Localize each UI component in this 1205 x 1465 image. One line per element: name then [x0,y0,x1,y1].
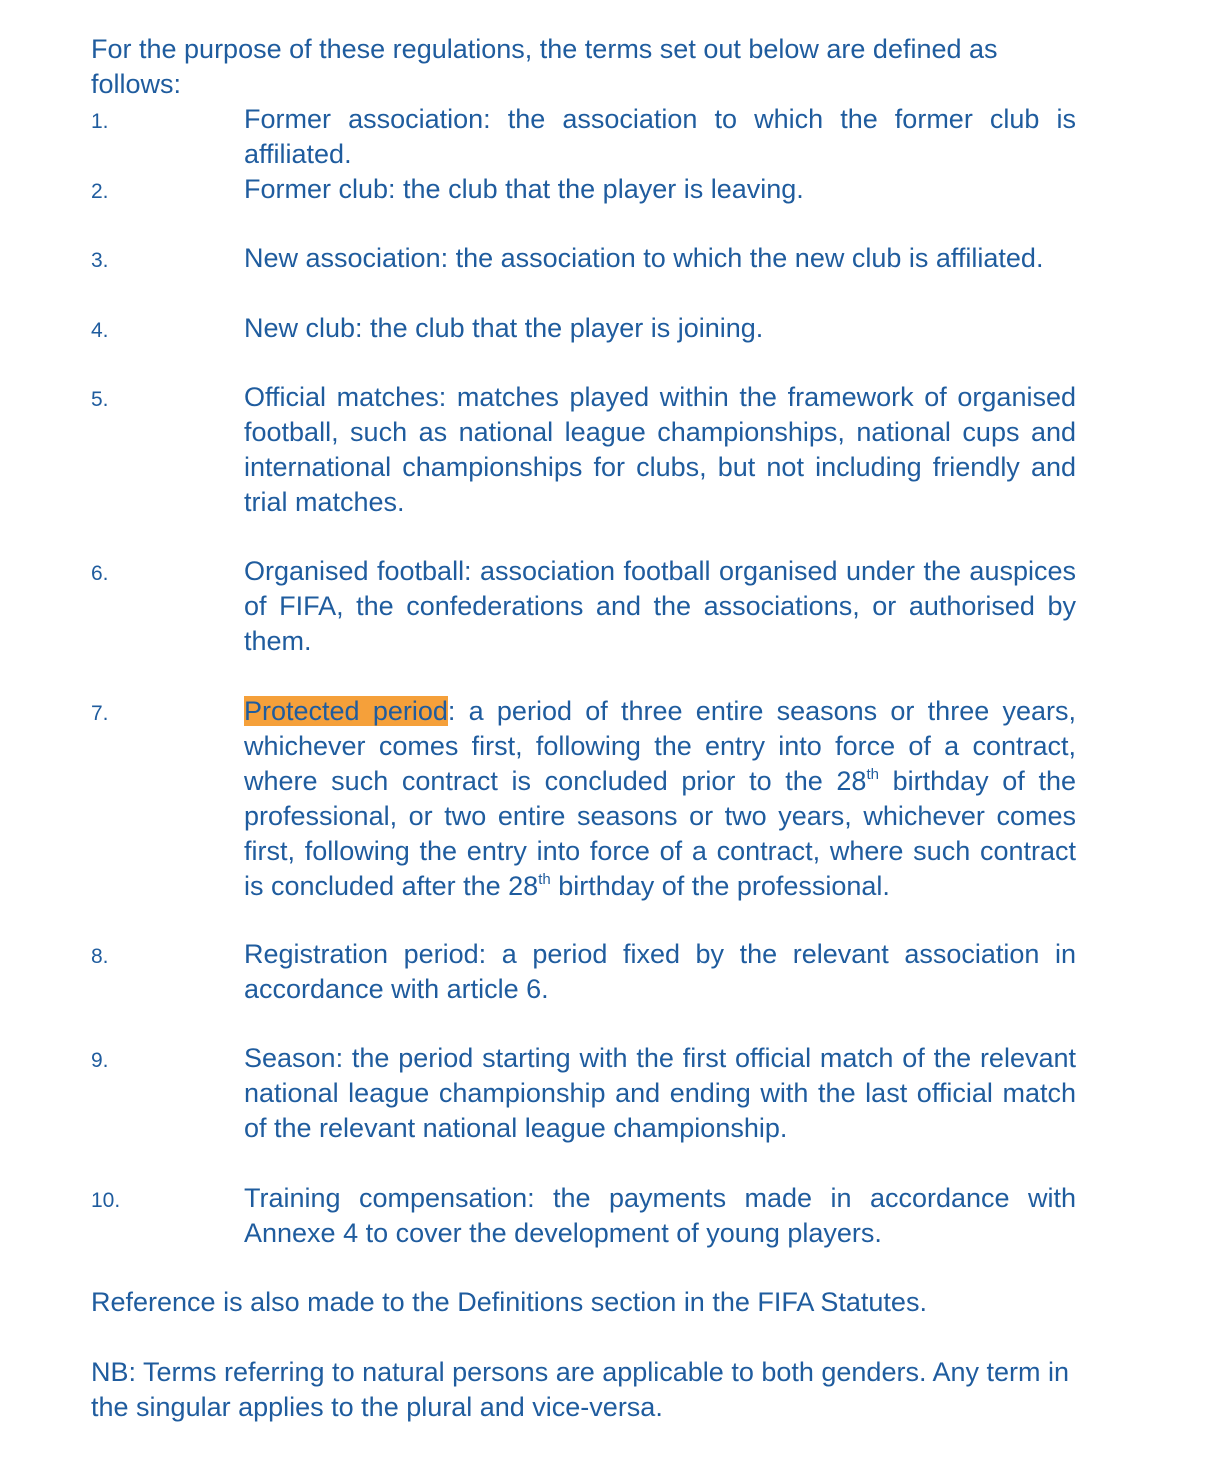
ordinal-suffix: th [538,871,551,888]
definition-number: 5. [91,388,109,411]
definition-number: 8. [91,945,109,968]
ordinal-suffix: th [866,766,879,783]
definition-number: 6. [91,562,109,585]
definition-text: New association: the association to which the new club is affiliated. [244,243,1044,273]
definition-text-part: birthday of the professional, or two entire seasons or two years, whichever comes first, following the entry into force of a contract, where such contract is concluded after the 28 [244,766,1076,901]
definition-text: Season: the period starting with the first official match of the relevant national league championship and ending with the last official match of the relevant national league championship. [244,1043,1076,1143]
definition-text: Registration period: a period fixed by the relevant association in accordance with article 6. [244,939,1076,1004]
definition-number: 2. [91,180,109,203]
definition-number: 1. [91,110,109,133]
definition-text: Training compensation: the payments made in accordance with Annexe 4 to cover the development of young players. [244,1183,1076,1248]
definition-number: 9. [91,1049,109,1072]
definition-number: 7. [91,702,109,725]
definition-text: Organised football: association football organised under the auspices of FIFA, the confederations and the associations, or authorised by them. [244,556,1076,656]
definition-number: 10. [91,1189,121,1212]
definition-text: Former club: the club that the player is leaving. [244,174,804,204]
definition-text: Official matches: matches played within the framework of organised football, such as national league championships, national cups and international championships for clubs, but not including friendly and trial matches. [244,382,1076,517]
definition-number: 4. [91,319,109,342]
definition-text-part: birthday of the professional. [550,871,890,901]
definition-text: Former association: the association to which the former club is affiliated. [244,104,1076,169]
definition-text [244,694,1076,904]
nb-paragraph: NB: Terms referring to natural persons are applicable to both genders. Any term in the singular applies to the plural and vice-versa. [91,1357,1070,1422]
definition-number: 3. [91,249,109,272]
intro-paragraph: For the purpose of these regulations, the terms set out below are defined as follows: [91,34,998,99]
definition-text: New club: the club that the player is joining. [244,313,764,343]
highlighted-term: Protected period [244,696,448,726]
reference-paragraph: Reference is also made to the Definitions section in the FIFA Statutes. [91,1287,927,1317]
definition-text-part: : a period of three entire seasons or three years, whichever comes first, following the entry into force of a contract, where such contract is concluded prior to the 28 [244,696,1077,796]
